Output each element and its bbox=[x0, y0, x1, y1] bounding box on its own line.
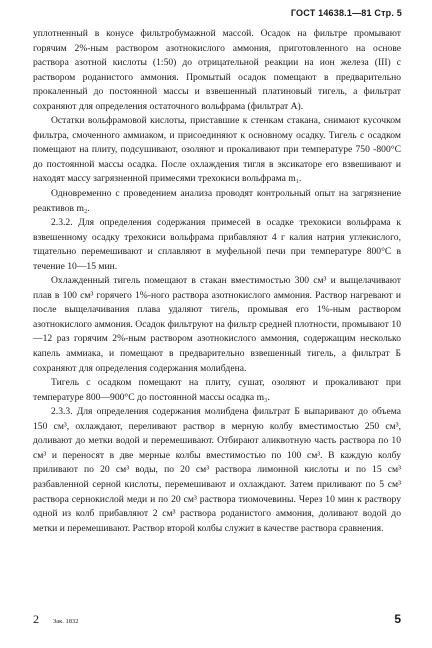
signature-mark: 2 bbox=[33, 612, 39, 626]
page-body bbox=[33, 27, 401, 536]
page-header: ГОСТ 14638.1—81 Стр. 5 bbox=[290, 8, 402, 18]
footer-left bbox=[33, 612, 79, 627]
page-footer bbox=[33, 612, 401, 627]
paragraph: Охлажденный тигель помещают в стакан вместимостью 300 см³ и выщелачивают плав в 100 см³ горячего 1%-ного раствора азотнокислого аммония. Раствор нагревают и после выщелачивания плава удаляют тигель, промывая его 1%-ным раствором азотнокислого аммония. Осадок фильтруют на фильтр средней плотности, промывают 10—12 раз горячим 2%-ным раствором азотнокислого аммония, содержащим несколько капель аммиака, и помещают в предварительно взвешенный тигель, а фильтрат Б сохраняют для определения содержания молибдена. bbox=[33, 275, 401, 374]
paragraph: Тигель с осадком помещают на плиту, сушат, озоляют и прокаливают при температуре 800—900°С до постоянной массы осадка m₃. bbox=[33, 377, 401, 403]
page-number: 5 bbox=[394, 612, 401, 626]
paragraph: уплотненный в конусе фильтробумажной массой. Осадок на фильтре промывают горячим 2%-ным раствором азотнокислого аммония, приготовленного на основе раствора азотной кислоты (1:50) до отрицательной реакции на ион железа (III) с раствором роданистого аммония. Промытый осадок помещают в предварительно прокаленный до постоянной массы и взвешенный платиновый тигель, а фильтрат сохраняют для определения остаточного вольфрама (фильтрат А). bbox=[33, 28, 401, 112]
paragraph: Одновременно с проведением анализа проводят контрольный опыт на загрязнение реактивов m₂. bbox=[33, 188, 401, 214]
paragraph: 2.3.3. Для определения содержания молибдена фильтрат Б выпаривают до объема 150 см³, охлаждают, переливают раствор в мерную колбу вместимостью 250 см³, доливают до метки водой и перемешивают. Отбирают аликвотную часть раствора по 10 см³ и переносят в две мерные колбы вместимостью по 100 см³. В каждую колбу приливают по 20 см³ воды, по 20 см³ раствора лимонной кислоты и по 15 см³ разбавленной серной кислоты, перемешивают и охлаждают. Затем приливают по 5 см³ раствора сернокислой меди и по 20 см³ раствора тиомочевины. Через 10 мин к раствору одной из колб прибавляют 2 см³ раствора роданистого аммония, доливают водой до метки и перемешивают. Раствор второй колбы служит в качестве раствора сравнения. bbox=[33, 406, 401, 534]
paragraph: Остатки вольфрамовой кислоты, приставшие к стенкам стакана, снимают кусочком фильтра, смоченного аммиаком, и присоединяют к основному осадку. Тигель с осадком помещают на плиту, подсушивают, озоляют и прокаливают при температуре 750 -800°С до постоянной массы осадка. После охлаждения тигля в эксикаторе его взвешивают и находят массу загрязненной примесями трехокиси вольфрама m₁. bbox=[33, 115, 401, 185]
paragraph: 2.3.2. Для определения содержания примесей в осадке трехокиси вольфрама к взвешенному осадку трехокиси вольфрама прибавляют 4 г калия натрия углекислого, тщательно перемешивают и сплавляют в муфельной печи при температуре 800°С в течение 10—15 мин. bbox=[33, 217, 401, 272]
print-order-number: Зак. 1832 bbox=[53, 618, 79, 625]
